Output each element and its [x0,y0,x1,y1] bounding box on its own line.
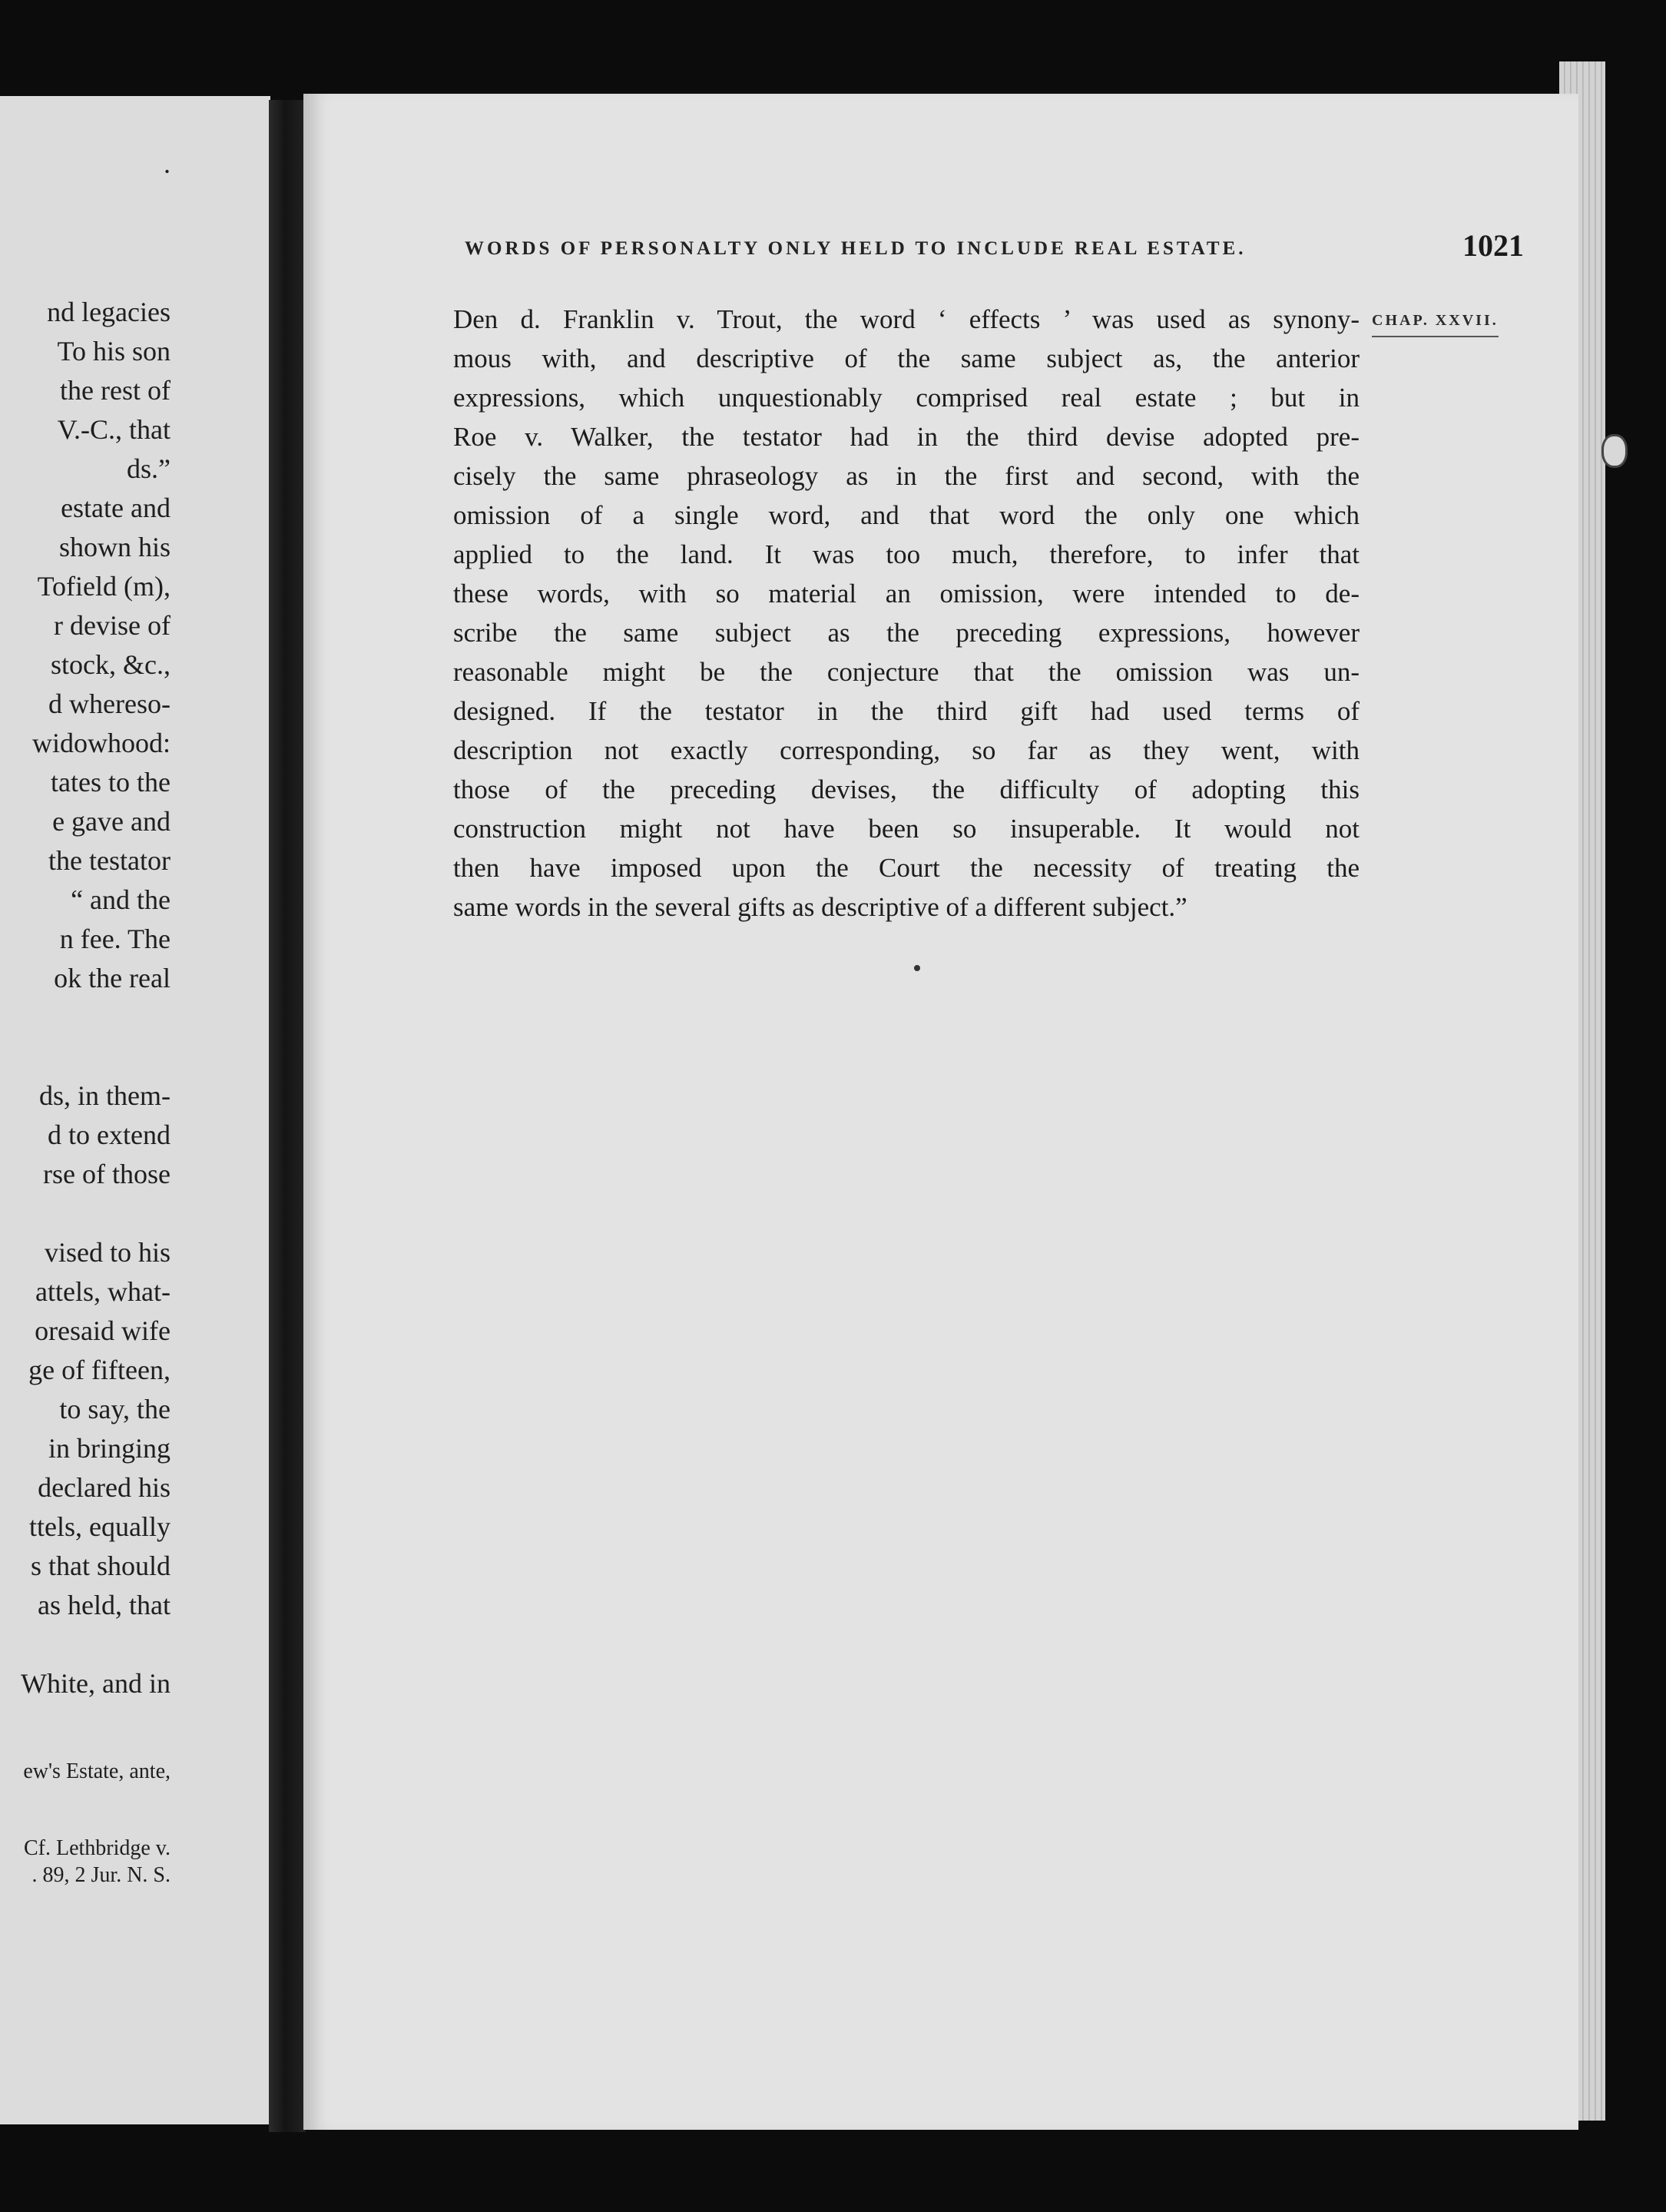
left-page-line: ttels, equally [29,1511,171,1542]
left-page-line: nd legacies [47,297,171,327]
running-head: WORDS OF PERSONALTY ONLY HELD TO INCLUDE REAL ESTATE. [465,238,1247,259]
left-page-line: d whereso- [48,688,171,719]
ink-speck [914,965,920,971]
left-page-footnote: . 89, 2 Jur. N. S. [31,1863,171,1887]
left-page-line: estate and [61,492,171,523]
left-page-line: ge of fifteen, [28,1355,171,1385]
body-line: scribe the same subject as the preceding expressions, however [453,618,1360,648]
left-page-line: attels, what- [35,1276,171,1307]
body-line: Den d. Franklin v. Trout, the word ‘ effects ’ was used as synony- [453,304,1360,334]
page-number: 1021 [1462,228,1524,263]
body-line: cisely the same phraseology as in the first and second, with the [453,461,1360,491]
body-line: applied to the land. It was too much, therefore, to infer that [453,539,1360,569]
left-page-line: V.-C., that [57,414,171,445]
left-page-line: ds, in them- [39,1080,171,1111]
left-page-line: rse of those [43,1159,171,1189]
left-page-line: ok the real [54,963,171,993]
body-line: reasonable might be the conjecture that the omission was un- [453,657,1360,687]
body-line: those of the preceding devises, the difficulty of adopting this [453,774,1360,804]
body-line: these words, with so material an omission, were intended to de- [453,579,1360,609]
left-page-line: to say, the [59,1394,171,1424]
left-page-line: vised to his [44,1237,171,1268]
left-page-footnote: ew's Estate, ante, [23,1759,171,1783]
body-paragraph [453,300,1360,927]
left-page-line: stock, &c., [51,649,171,680]
left-page-line: White, and in [21,1668,171,1699]
chapter-label: CHAP. XXVII. [1372,312,1499,337]
left-page-line: . [164,148,171,179]
left-page-line: in bringing [48,1433,171,1464]
left-page-line: s that should [30,1550,171,1581]
left-page-line: tates to the [51,767,171,798]
left-facing-page [0,96,270,2124]
left-page-line: shown his [58,532,171,562]
left-page-line: widowhood: [32,728,171,758]
left-page-line: “ and the [71,884,171,915]
left-page-line: r devise of [54,610,171,641]
left-page-line: as held, that [38,1590,171,1620]
body-line: mous with, and descriptive of the same subject as, the anterior [453,343,1360,373]
body-line: expressions, which unquestionably comprised real estate ; but in [453,383,1360,413]
left-page-line: declared his [38,1472,171,1503]
left-page-line: n fee. The [59,924,171,954]
left-page-line: d to extend [48,1119,171,1150]
body-line: then have imposed upon the Court the necessity of treating the [453,853,1360,883]
left-page-line: To his son [57,336,171,366]
body-line: Roe v. Walker, the testator had in the third devise adopted pre- [453,422,1360,452]
left-page-line: e gave and [52,806,171,837]
page-edge-blot [1601,434,1628,468]
body-line: construction might not have been so insuperable. It would not [453,814,1360,844]
left-page-line: the testator [48,845,171,876]
left-page-line: the rest of [60,375,171,406]
left-page-line: oresaid wife [35,1315,171,1346]
body-line: designed. If the testator in the third gift had used terms of [453,696,1360,726]
left-page-line: Tofield (m), [37,571,171,602]
left-page-line: ds.” [127,453,171,484]
book-binding-gutter [269,100,306,2132]
body-line: description not exactly corresponding, so far as they went, with [453,735,1360,765]
body-line: same words in the several gifts as descriptive of a different subject.” [453,892,1187,922]
left-page-footnote: Cf. Lethbridge v. [23,1836,171,1860]
body-line: omission of a single word, and that word the only one which [453,500,1360,530]
